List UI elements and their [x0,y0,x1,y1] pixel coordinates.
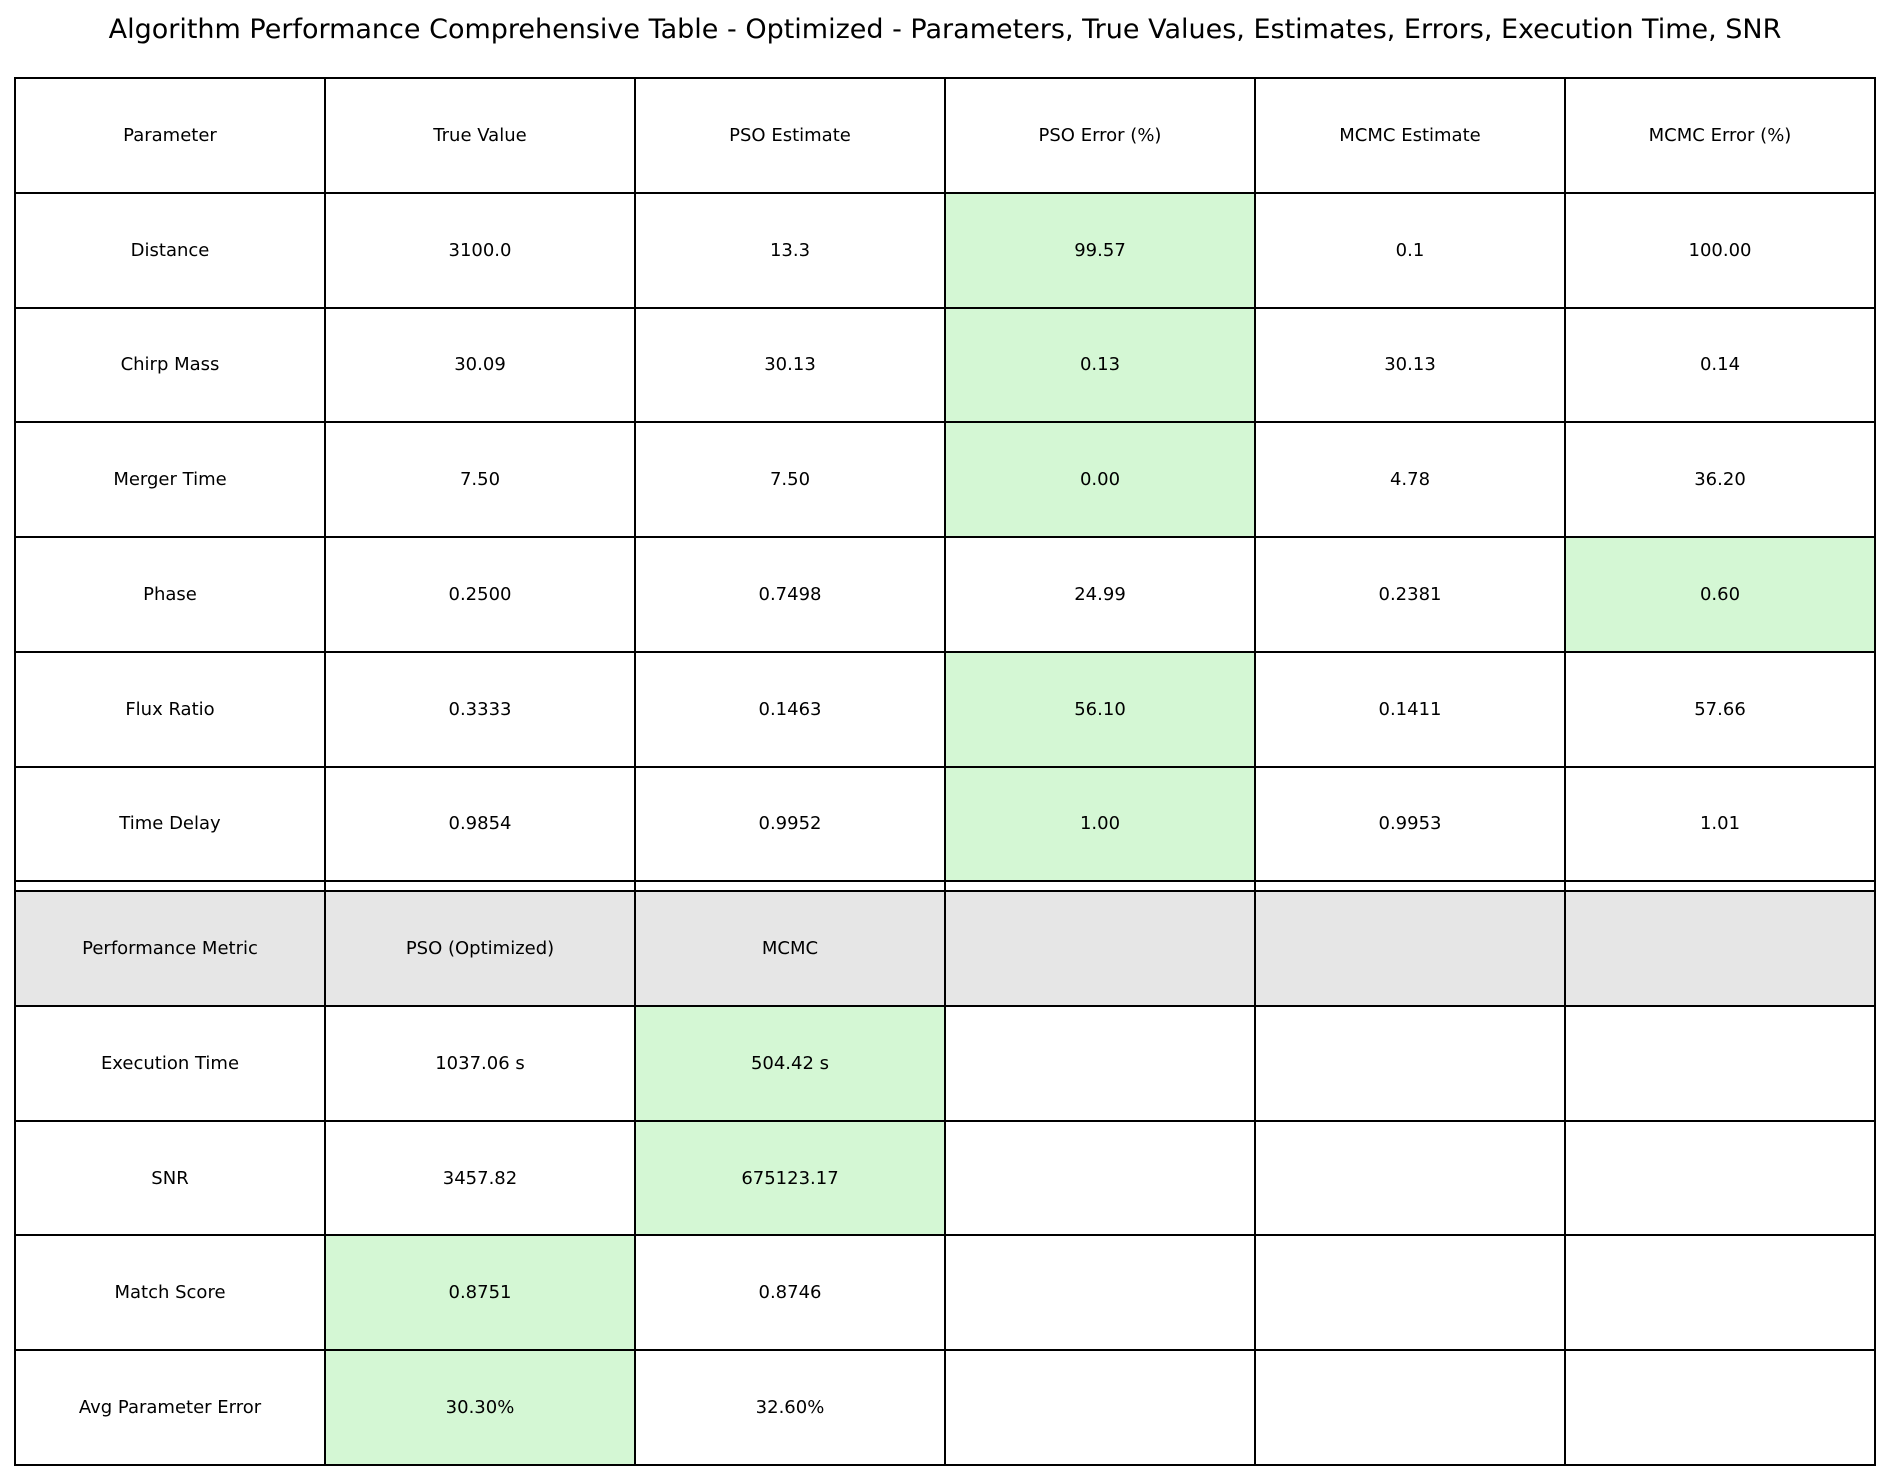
metric-header-cell [1255,891,1565,1006]
table-cell: 0.2500 [325,537,635,652]
table-cell: 57.66 [1565,652,1875,767]
table-cell: Execution Time [15,1006,325,1121]
table-row [15,881,1875,891]
table-cell: 24.99 [945,537,1255,652]
table-cell: 1.00 [945,767,1255,882]
table-cell: 0.3333 [325,652,635,767]
table-cell: 0.9953 [1255,767,1565,882]
table-cell: Distance [15,193,325,308]
table-cell: 675123.17 [635,1121,945,1236]
table-cell [1255,1350,1565,1465]
table-row [15,652,1875,767]
table-cell [635,881,945,891]
column-header-true-value: True Value [325,78,635,193]
table-cell: 0.60 [1565,537,1875,652]
table-cell: Merger Time [15,422,325,537]
metric-header-cell: Performance Metric [15,891,325,1006]
table-cell: 4.78 [1255,422,1565,537]
table-cell [1255,1121,1565,1236]
table-cell: Flux Ratio [15,652,325,767]
table-cell [15,881,325,891]
table-cell: 7.50 [325,422,635,537]
chart-title: Algorithm Performance Comprehensive Table - Optimized - Parameters, True Values, Estimates, Errors, Execution Time, SNR [108,14,1782,45]
table-cell [945,1006,1255,1121]
table-cell: 30.09 [325,308,635,423]
table-row [15,537,1875,652]
table-row [15,1006,1875,1121]
table-cell: 0.9952 [635,767,945,882]
table-cell [945,1235,1255,1350]
table-cell: 0.7498 [635,537,945,652]
table-row [15,767,1875,882]
column-header-pso-error: PSO Error (%) [945,78,1255,193]
table-row [15,422,1875,537]
table-cell [1565,1006,1875,1121]
table-cell: 1.01 [1565,767,1875,882]
table-cell: 30.30% [325,1350,635,1465]
table-row [15,1235,1875,1350]
column-header-parameter: Parameter [15,78,325,193]
table-row [15,1121,1875,1236]
table-cell: Avg Parameter Error [15,1350,325,1465]
table-cell [945,1121,1255,1236]
table-cell: 7.50 [635,422,945,537]
table-cell: 3100.0 [325,193,635,308]
table-cell [1255,1006,1565,1121]
table-cell: 504.42 s [635,1006,945,1121]
table-cell: 0.1411 [1255,652,1565,767]
table-cell [1565,1235,1875,1350]
table-cell: 56.10 [945,652,1255,767]
metric-header-row [15,891,1875,1006]
table-cell: 30.13 [1255,308,1565,423]
table-cell [1565,1121,1875,1236]
table-cell: 0.8746 [635,1235,945,1350]
table-cell: 3457.82 [325,1121,635,1236]
table-cell: 0.1463 [635,652,945,767]
metric-header-cell: PSO (Optimized) [325,891,635,1006]
table-cell [1255,881,1565,891]
column-header-mcmc-error: MCMC Error (%) [1565,78,1875,193]
table-cell: 36.20 [1565,422,1875,537]
table-cell: 0.2381 [1255,537,1565,652]
table-cell: 0.1 [1255,193,1565,308]
table-cell: 13.3 [635,193,945,308]
table-cell: SNR [15,1121,325,1236]
column-header-pso-estimate: PSO Estimate [635,78,945,193]
table-cell [1255,1235,1565,1350]
table-cell: Time Delay [15,767,325,882]
metric-header-cell [945,891,1255,1006]
table-cell: 1037.06 s [325,1006,635,1121]
table-cell [945,881,1255,891]
table-cell: 99.57 [945,193,1255,308]
table-cell: Chirp Mass [15,308,325,423]
table-cell: 32.60% [635,1350,945,1465]
table-cell: 0.14 [1565,308,1875,423]
table-row [15,308,1875,423]
table-cell: 0.00 [945,422,1255,537]
table-header-row [15,78,1875,193]
table-cell: 0.13 [945,308,1255,423]
table-cell: 100.00 [1565,193,1875,308]
metric-header-cell: MCMC [635,891,945,1006]
table-cell: 0.9854 [325,767,635,882]
performance-table [14,77,1876,1466]
metric-header-cell [1565,891,1875,1006]
table-cell: Match Score [15,1235,325,1350]
table-cell: 30.13 [635,308,945,423]
table-row [15,193,1875,308]
table-cell [945,1350,1255,1465]
column-header-mcmc-estimate: MCMC Estimate [1255,78,1565,193]
table-cell: Phase [15,537,325,652]
table-cell [1565,1350,1875,1465]
table-cell [325,881,635,891]
table-cell [1565,881,1875,891]
table-row [15,1350,1875,1465]
table-cell: 0.8751 [325,1235,635,1350]
